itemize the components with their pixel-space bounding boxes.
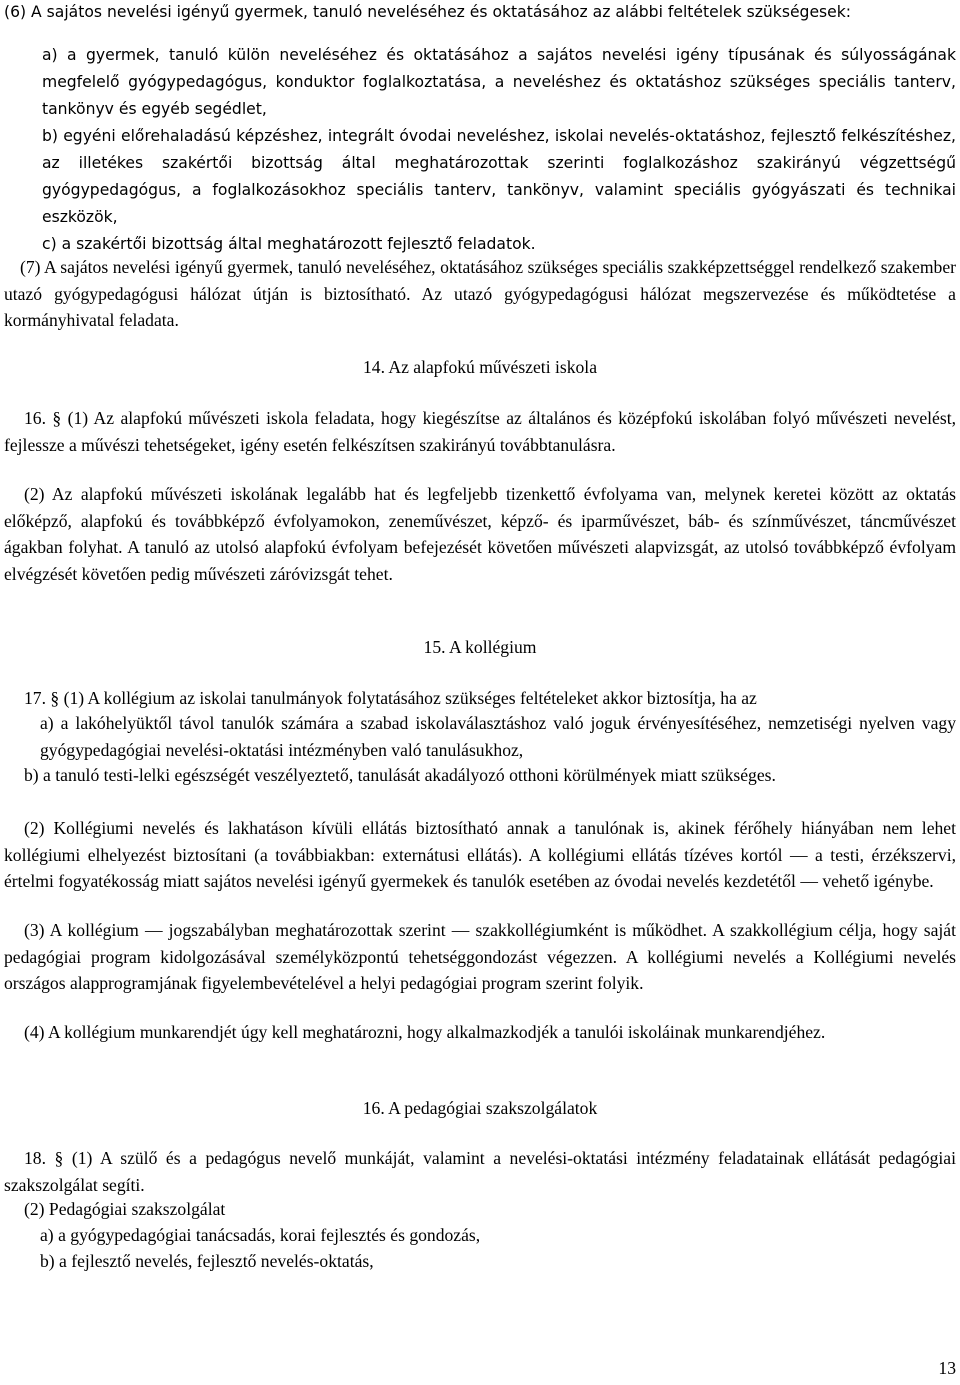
section-18-item-a: a) a gyógypedagógiai tanácsadás, korai fejlesztés és gondozás, (40, 1225, 481, 1245)
section-17-paragraph-3: (3) A kollégium ― jogszabályban meghatározottak szerint ― szakkollégiumként is működhet. A szakkollégium célja, hogy saját pedagógiai program kidolgozásával személyközpontú tehetséggondozást végezzen. A kollégiumi nevelés a Kollégiumi nevelés országos alapprogramjának figyelembevételével a helyi pedagógiai program szerint folyik. (4, 920, 956, 993)
paragraph-7: (7) A sajátos nevelési igényű gyermek, tanuló neveléséhez, oktatásához szükséges speciális szakképzettséggel rendelkező szakember utazó gyógypedagógusi hálózat útján is biztosítható. Az utazó gyógypedagógusi hálózat megszervezése és működtetése a kormányhivatal feladata. (4, 257, 956, 330)
section-16-paragraph-2: (2) Az alapfokú művészeti iskolának legalább hat és legfeljebb tizenkettő évfolyama van, melynek keretei között az oktatás előképző, alapfokú és továbbképző évfolyamokon, zeneművészet, képző- és iparművészet, báb- és színművészet, táncművészet ágakban folyhat. A tanuló az utolsó alapfokú évfolyam befejezését követően művészeti alapvizsgát, az utolsó továbbképző évfolyam elvégzését követően pedig művészeti záróvizsgát tehet. (4, 484, 956, 584)
section-17-paragraph-2: (2) Kollégiumi nevelés és lakhatáson kívüli ellátás biztosítható annak a tanulónak is, akinek férőhely hiányában nem lehet kollégiumi elhelyezést biztosítani (a továbbiakban: externátusi ellátás). A kollégiumi ellátás tízéves kortól ― a testi, érzékszervi, értelmi fogyatékosság miatt sajátos nevelési igényű gyermekek és tanulók esetében az óvodai nevelés kezdetétől ― vehető igénybe. (4, 818, 956, 891)
paragraph-6-item-b: b) egyéni előrehaladású képzéshez, integrált óvodai neveléshez, iskolai nevelés-oktatáshoz, fejlesztő felkészítéshez, az illetékes szakértői bizottság által meghatározottak szerinti foglalkozáshoz szakirányú végzettségű gyógypedagógus, a foglalkozásokhoz speciális tanterv, tankönyv, valamint speciális gyógyászati és technikai eszközök, (42, 127, 956, 226)
page-number: 13 (938, 1358, 956, 1378)
section-16-paragraph-1: 16. § (1) Az alapfokú művészeti iskola feladata, hogy kiegészítse az általános és középfokú iskolában folyó művészeti nevelést, fejlessze a művészi tehetségeket, igény esetén felkészítsen szakirányú továbbtanulásra. (4, 408, 956, 455)
section-17-item-b: b) a tanuló testi-lelki egészségét veszélyeztető, tanulását akadályozó otthoni körülmények miatt szükséges. (24, 765, 776, 785)
section-17-paragraph-4: (4) A kollégium munkarendjét úgy kell meghatározni, hogy alkalmazkodjék a tanulói iskoláinak munkarendjéhez. (24, 1022, 826, 1042)
paragraph-6-item-c: c) a szakértői bizottság által meghatározott fejlesztő feladatok. (42, 235, 536, 253)
paragraph-6-intro: (6) A sajátos nevelési igényű gyermek, tanuló neveléséhez és oktatásához az alábbi feltételek szükségesek: (4, 3, 852, 21)
section-heading-16: 16. A pedagógiai szakszolgálatok (362, 1098, 598, 1118)
section-17-item-a: a) a lakóhelyüktől távol tanulók számára a szabad iskolaválasztáshoz való joguk érvényesítéséhez, nemzetiségi nyelven vagy gyógypedagógiai nevelési-oktatási intézményben való tanulásukhoz, (40, 713, 956, 760)
section-18-paragraph-1: 18. § (1) A szülő és a pedagógus nevelő munkáját, valamint a nevelési-oktatási intézmény feladatainak ellátását pedagógiai szakszolgálat segíti. (4, 1148, 956, 1195)
section-18-item-b: b) a fejlesztő nevelés, fejlesztő nevelés-oktatás, (40, 1251, 374, 1271)
section-18-paragraph-2: (2) Pedagógiai szakszolgálat (24, 1199, 226, 1219)
section-heading-14: 14. Az alapfokú művészeti iskola (362, 357, 598, 377)
section-17-paragraph-1: 17. § (1) A kollégium az iskolai tanulmányok folytatásához szükséges feltételeket akkor biztosítja, ha az (24, 688, 757, 708)
paragraph-6-item-a: a) a gyermek, tanuló külön neveléséhez és oktatásához a sajátos nevelési igény típusának és súlyosságának megfelelő gyógypedagógus, konduktor foglalkoztatása, a neveléshez és oktatáshoz szükséges speciális tanterv, tankönyv és egyéb segédlet, (42, 46, 956, 118)
section-heading-15: 15. A kollégium (423, 637, 537, 657)
